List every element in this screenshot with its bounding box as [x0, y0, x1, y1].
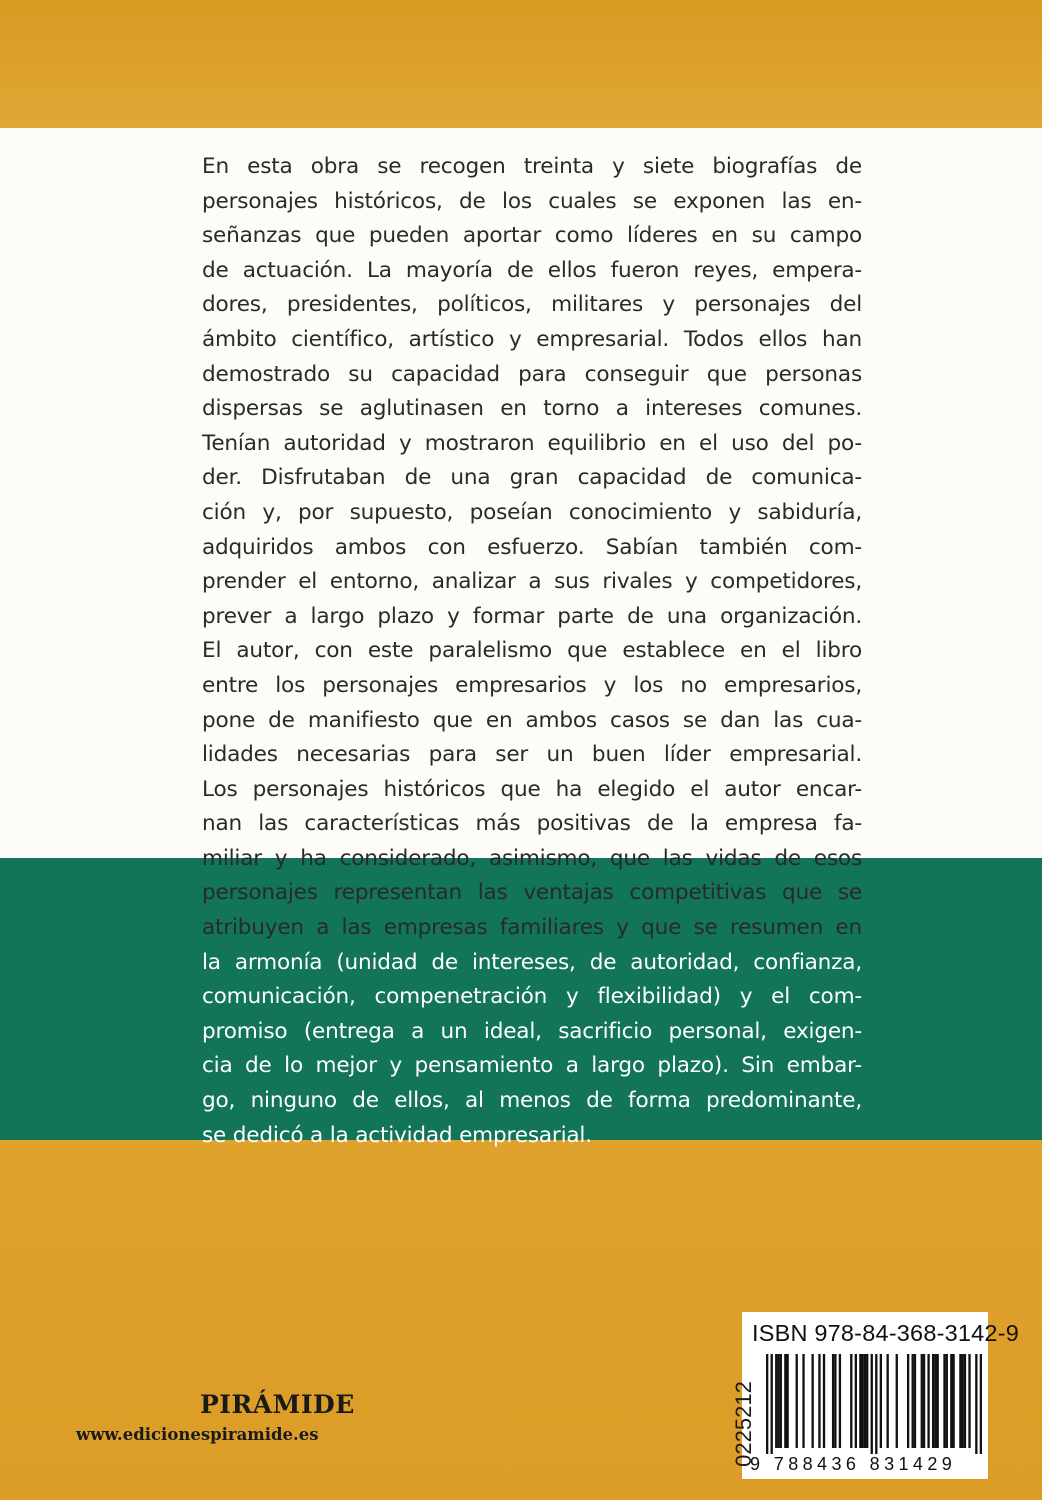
blurb-line: atribuyen a las empresas familiares y que se resumen en — [202, 915, 862, 941]
blurb-line: personajes representan las ventajas competitivas que se — [202, 880, 862, 906]
blurb-line: personajes históricos, de los cuales se exponen las en- — [202, 188, 862, 214]
barcode-bar — [766, 1354, 768, 1454]
barcode-bar — [962, 1354, 964, 1448]
barcode-bar — [896, 1354, 898, 1448]
blurb-line: prever a largo plazo y formar parte de una organización. — [202, 603, 862, 629]
barcode-bar — [777, 1354, 779, 1448]
barcode-bar — [980, 1354, 982, 1454]
isbn-label: ISBN 978-84-368-3142-9 — [752, 1320, 1019, 1346]
blurb-line: Los personajes históricos que ha elegido el autor encar- — [202, 776, 862, 802]
publisher-logo: PIRÁMIDE — [200, 1390, 355, 1419]
barcode-bar — [875, 1354, 877, 1454]
blurb-line: go, ninguno de ellos, al menos de forma predominante, — [202, 1088, 862, 1114]
barcode-bar — [912, 1354, 914, 1448]
barcode-bars — [766, 1354, 982, 1454]
barcode-bar — [834, 1354, 836, 1448]
blurb-line: dispersas se aglutinasen en torno a intereses comunes. — [202, 396, 862, 422]
barcode-bar — [950, 1354, 952, 1448]
barcode-bar — [964, 1354, 966, 1448]
barcode-bar — [914, 1354, 916, 1448]
top-orange-band — [0, 0, 1042, 128]
barcode-bar — [823, 1354, 825, 1448]
barcode-bar — [934, 1354, 936, 1448]
blurb-line: la armonía (unidad de intereses, de autoridad, confianza, — [202, 949, 862, 975]
barcode-bar — [850, 1354, 852, 1448]
barcode-bar — [975, 1354, 977, 1454]
barcode-bar — [959, 1354, 961, 1448]
barcode-bar — [859, 1354, 861, 1448]
barcode-bar — [937, 1354, 939, 1448]
barcode-bar — [775, 1354, 777, 1448]
barcode-bar — [796, 1354, 798, 1448]
blurb-line: nan las características más positivas de la empresa fa- — [202, 811, 862, 837]
barcode-bar — [968, 1354, 970, 1448]
blurb-line: señanzas que pueden aportar como líderes en su campo — [202, 223, 862, 249]
barcode-bar — [839, 1354, 841, 1448]
barcode-bar — [864, 1354, 866, 1448]
blurb-line: demostrado su capacidad para conseguir que personas — [202, 361, 862, 387]
blurb-line: se dedicó a la actividad empresarial. — [202, 1122, 592, 1148]
blurb-line: El autor, con este paralelismo que establece en el libro — [202, 638, 862, 664]
blurb-line: comunicación, compenetración y flexibilidad) y el com- — [202, 984, 862, 1010]
blurb-line: promiso (entrega a un ideal, sacrificio personal, exigen- — [202, 1018, 862, 1044]
blurb-line: adquiridos ambos con esfuerzo. Sabían también com- — [202, 534, 862, 560]
blurb-line: ción y, por supuesto, poseían conocimiento y sabiduría, — [202, 499, 862, 525]
barcode-bar — [943, 1354, 945, 1448]
barcode-bar — [861, 1354, 863, 1448]
barcode-bar — [927, 1354, 929, 1448]
blurb-line: miliar y ha considerado, asimismo, que las vidas de esos — [202, 845, 862, 871]
barcode-bar — [932, 1354, 934, 1448]
blurb-line: der. Disfrutaban de una gran capacidad de comunica- — [202, 465, 862, 491]
blurb-line: cia de lo mejor y pensamiento a largo plazo). Sin embar- — [202, 1053, 862, 1079]
blurb-line: prender el entorno, analizar a sus rivales y competidores, — [202, 569, 862, 595]
barcode-bar — [907, 1354, 909, 1448]
publisher-website: www.edicionespiramide.es — [76, 1425, 319, 1444]
blurb-line: entre los personajes empresarios y los no empresarios, — [202, 672, 862, 698]
blurb-line: En esta obra se recogen treinta y siete biografías de — [202, 154, 862, 179]
barcode-bar — [952, 1354, 954, 1448]
barcode-bar — [802, 1354, 804, 1448]
barcode-bar — [780, 1354, 782, 1448]
blurb-line: lidades necesarias para ser un buen líder empresarial. — [202, 742, 862, 768]
blurb-line: dores, presidentes, políticos, militares y personajes del — [202, 292, 862, 318]
barcode-bar — [880, 1354, 882, 1448]
barcode-bar — [946, 1354, 948, 1448]
barcode-bar — [771, 1354, 773, 1454]
barcode-bar — [818, 1354, 820, 1448]
barcode-bar — [866, 1354, 868, 1448]
side-code: 0225212 — [731, 1381, 756, 1467]
barcode-bar — [786, 1354, 788, 1448]
barcode-bar — [921, 1354, 923, 1448]
ean-digits: 9 788436 831429 — [750, 1454, 957, 1474]
barcode-bar — [855, 1354, 857, 1448]
barcode-bar — [784, 1354, 786, 1448]
barcode-bar — [811, 1354, 813, 1448]
back-cover-blurb — [202, 150, 862, 1153]
blurb-line: Tenían autoridad y mostraron equilibrio en el uso del po- — [202, 430, 862, 456]
barcode-bar — [871, 1354, 873, 1454]
barcode-bar — [887, 1354, 889, 1448]
barcode-bar — [923, 1354, 925, 1448]
blurb-line: de actuación. La mayoría de ellos fueron reyes, empera- — [202, 257, 862, 283]
blurb-line: ámbito científico, artístico y empresarial. Todos ellos han — [202, 326, 862, 352]
blurb-line: pone de manifiesto que en ambos casos se dan las cua- — [202, 707, 862, 733]
barcode-bar — [832, 1354, 834, 1448]
